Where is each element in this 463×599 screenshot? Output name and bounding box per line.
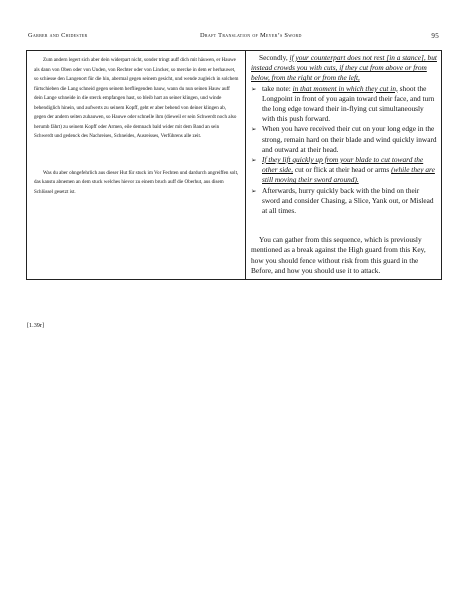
folio-marker: [1.39r]	[27, 322, 45, 329]
intro-text: Secondly,	[259, 53, 290, 62]
arrow-bullet-icon: ➢	[251, 186, 257, 195]
arrow-bullet-icon: ➢	[251, 84, 257, 93]
translation-row-1	[27, 51, 442, 280]
bullet-text: take note:	[262, 83, 293, 93]
header-authors: Garber and Chidester	[28, 32, 88, 39]
list-item	[251, 155, 437, 186]
german-column	[27, 51, 246, 280]
bullet-emphasis: in that moment in which they cut in,	[292, 83, 398, 93]
bullet-emphasis: If they lift quickly up from your blade to cut toward the other side,	[262, 155, 424, 175]
spacer	[251, 216, 437, 235]
bullet-text: When you have received their cut on your long edge in the strong, remain hard on their blade and wind quickly inward and outward at their head.	[262, 124, 437, 154]
page-number: 95	[431, 32, 439, 40]
header-title: Draft Translation of Meyer’s Sword	[200, 32, 302, 39]
intro-emphasis: if your counterpart does not rest [in a stance], but instead crowds you with cuts, if they cut from above or from below, from the right or from the left,	[251, 53, 437, 83]
running-header	[28, 32, 439, 44]
bullet-text: cut or flick at their head or arms	[293, 165, 392, 175]
bullet-text: Afterwards, hurry quickly back with the bind on their sword and consider Chasing, a Slice, Yank out, or Mislead at all times.	[262, 185, 434, 216]
english-column	[246, 51, 442, 280]
german-paragraph-1: Zum andern legert sich aber dein widerpart nicht, sonder tringt auff dich mit häuwen, er Hauwe als dann von Oben oder von Unden, von Rechter oder von Lincker, so mercke in dem er herhauwet, so schiesse den Langenort für die hin, abermal gegen seinem gesicht, und wende zugleich in solchem fürtschieben die Lang schneid gegen seinem herfliegenden hauw, wann du nun seinen Hauw auff dein Lange schneide in die sterck empfangen hast, so bleib hart an seiner klingen, und winde behendiglich hinein, und aufwerts zu seinem Kopff, geht er aber behend von deiner klingen ab, gegen der andern seiten zuhauwen, so Hauwe oder schnelle ihm (dieweil er sein Schwerdt noch also herumb fährt) zu seinem Kopff oder Armen, eile demnach bald wider mit dem Band an sein Schwerdt und gedenck des Nachreises, Schneides, Ausreisses, Verführens alle zeit.	[34, 57, 239, 140]
bullet-emphasis: (while they are still moving their sword around).	[262, 165, 435, 185]
list-item	[251, 84, 437, 125]
arrow-bullet-icon: ➢	[251, 125, 257, 134]
english-paragraph-2: You can gather from this sequence, which is previously mentioned as a break against the High guard from this Key, how you should fence without risk from this guard in the Before, and how you should use it to attack.	[251, 235, 426, 275]
translation-table	[26, 50, 442, 280]
spacer	[34, 142, 239, 169]
bullet-text: shoot the Longpoint in front of you again toward their face, and turn the long edge toward their in-flying cut simultaneously with this push forward.	[262, 83, 435, 124]
english-bullet-list	[251, 84, 437, 217]
list-item	[251, 186, 437, 217]
english-intro	[251, 53, 437, 84]
arrow-bullet-icon: ➢	[251, 156, 257, 165]
german-paragraph-2: Was du aber ohngefehrlich aus dieser Hut für stuck im Vor Fechten und dardurch angreiffen solt, das kanstu abnemen an dem stuck welches hievor zu einem bruch auff die Oberhut, aus disem Schlüssel gesetzt ist.	[34, 169, 239, 196]
list-item	[251, 124, 437, 155]
